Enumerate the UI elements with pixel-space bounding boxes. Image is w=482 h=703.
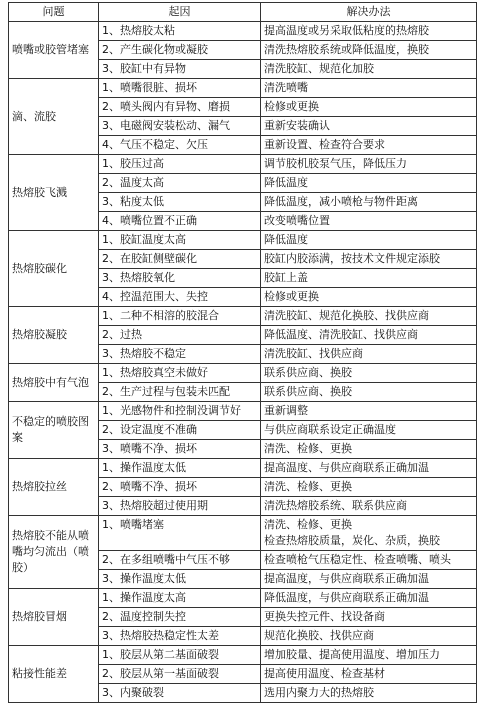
solution-cell: 清洗胶缸、找供应商 — [261, 345, 477, 364]
solution-cell: 联系供应商、换胶 — [261, 364, 477, 383]
table-row — [9, 459, 477, 478]
solution-cell: 联系供应商、换胶 — [261, 383, 477, 402]
solution-cell: 提高温度，与供应商联系正确加温 — [261, 570, 477, 589]
solution-cell: 清洗喷嘴 — [261, 79, 477, 98]
problem-cell: 热熔胶冒烟 — [9, 589, 99, 646]
cause-cell: 3、热熔胶不稳定 — [99, 345, 261, 364]
solution-cell: 提高温度或另采取低粘度的热熔胶 — [261, 22, 477, 41]
header-solution: 解决办法 — [261, 3, 477, 22]
cause-cell: 3、内聚破裂 — [99, 684, 261, 703]
cause-cell: 1、光感物件和控制没调节好 — [99, 402, 261, 421]
cause-cell: 2、温度太高 — [99, 174, 261, 193]
cause-cell: 2、胶层从第一基面破裂 — [99, 665, 261, 684]
table-row — [9, 589, 477, 608]
cause-cell: 2、在胶缸侧壁碳化 — [99, 250, 261, 269]
table-row — [9, 22, 477, 41]
cause-cell: 3、热熔胶氧化 — [99, 269, 261, 288]
table-row — [9, 516, 477, 551]
solution-cell: 清洗热熔胶系统、联系供应商 — [261, 497, 477, 516]
cause-cell: 3、喷嘴不净、损坏 — [99, 440, 261, 459]
cause-cell: 2、过热 — [99, 326, 261, 345]
solution-cell: 改变喷嘴位置 — [261, 212, 477, 231]
table-row — [9, 307, 477, 326]
solution-cell: 胶缸上盖 — [261, 269, 477, 288]
solution-cell: 更换失控元件、找设备商 — [261, 608, 477, 627]
table-row — [9, 646, 477, 665]
cause-cell: 3、热熔胶超过使用期 — [99, 497, 261, 516]
cause-cell: 2、喷头阀内有异物、磨损 — [99, 98, 261, 117]
solution-cell: 与供应商联系设定正确温度 — [261, 421, 477, 440]
cause-cell: 1、胶缸温度太高 — [99, 231, 261, 250]
problem-cell: 热熔胶拉丝 — [9, 459, 99, 516]
cause-cell: 1、喷嘴很脏、损坏 — [99, 79, 261, 98]
header-cause: 起因 — [99, 3, 261, 22]
solution-cell: 提高使用温度、检查基材 — [261, 665, 477, 684]
table-body — [9, 22, 477, 703]
cause-cell: 1、胶压过高 — [99, 155, 261, 174]
solution-cell: 重新调整 — [261, 402, 477, 421]
cause-cell: 2、设定温度不准确 — [99, 421, 261, 440]
solution-cell: 提高温度、与供应商联系正确加温 — [261, 459, 477, 478]
solution-cell: 重新安装确认 — [261, 117, 477, 136]
solution-cell: 选用内聚力大的热熔胶 — [261, 684, 477, 703]
solution-cell: 降低温度，与供应商联系正确加温 — [261, 589, 477, 608]
cause-cell: 4、控温范围大、失控 — [99, 288, 261, 307]
cause-cell: 3、热熔胶热稳定性太差 — [99, 627, 261, 646]
solution-cell: 规范化换胶、找供应商 — [261, 627, 477, 646]
solution-cell: 清洗热熔胶系统或降低温度，换胶 — [261, 41, 477, 60]
cause-cell: 2、产生碳化物或凝胶 — [99, 41, 261, 60]
cause-cell: 1、操作温度太低 — [99, 459, 261, 478]
solution-cell: 调节胶机胶泵气压，降低压力 — [261, 155, 477, 174]
solution-cell: 增加胶量、提高使用温度、增加压力 — [261, 646, 477, 665]
cause-cell: 3、粘度太低 — [99, 193, 261, 212]
solution-cell: 清洗胶缸、规范化换胶、找供应商 — [261, 307, 477, 326]
solution-cell: 清洗、检修、更换 — [261, 440, 477, 459]
cause-cell: 3、电磁阀安装松动、漏气 — [99, 117, 261, 136]
table-row — [9, 402, 477, 421]
solution-cell: 清洗、检修、更换 — [261, 478, 477, 497]
solution-cell: 降低温度，减小喷枪与物件距离 — [261, 193, 477, 212]
cause-cell: 4、喷嘴位置不正确 — [99, 212, 261, 231]
solution-cell: 清洗胶缸、规范化加胶 — [261, 60, 477, 79]
problem-cell: 喷嘴或胶管堵塞 — [9, 22, 99, 79]
cause-cell: 2、喷嘴不净、损坏 — [99, 478, 261, 497]
solution-cell: 降低温度 — [261, 174, 477, 193]
cause-cell: 3、操作温度太低 — [99, 570, 261, 589]
cause-cell: 1、喷嘴堵塞 — [99, 516, 261, 551]
cause-cell: 3、胶缸中有异物 — [99, 60, 261, 79]
cause-cell: 1、热熔胶太粘 — [99, 22, 261, 41]
cause-cell: 2、温度控制失控 — [99, 608, 261, 627]
solution-cell: 清洗、检修、更换 检查热熔胶质量，炭化、杂质，换胶 — [261, 516, 477, 551]
problem-cell: 滴、流胶 — [9, 79, 99, 155]
problem-cell: 粘接性能差 — [9, 646, 99, 703]
table-row — [9, 231, 477, 250]
problem-cell: 不稳定的喷胶图案 — [9, 402, 99, 459]
troubleshooting-table — [8, 2, 477, 703]
solution-cell: 胶缸内胶添满，按技术文件规定添胶 — [261, 250, 477, 269]
problem-cell: 热熔胶不能从喷嘴均匀流出（喷胶） — [9, 516, 99, 589]
problem-cell: 热熔胶碳化 — [9, 231, 99, 307]
cause-cell: 1、热熔胶真空未做好 — [99, 364, 261, 383]
header-row — [9, 3, 477, 22]
header-problem: 问题 — [9, 3, 99, 22]
cause-cell: 1、二种不相溶的胶混合 — [99, 307, 261, 326]
solution-cell: 检查喷枪气压稳定性、检查喷嘴、喷头 — [261, 551, 477, 570]
table-row — [9, 79, 477, 98]
cause-cell: 4、气压不稳定、欠压 — [99, 136, 261, 155]
solution-cell: 检修或更换 — [261, 98, 477, 117]
solution-cell: 降低温度 — [261, 231, 477, 250]
cause-cell: 2、生产过程与包装未匹配 — [99, 383, 261, 402]
solution-cell: 重新设置、检查符合要求 — [261, 136, 477, 155]
table-row — [9, 364, 477, 383]
solution-cell: 降低温度、清洗胶缸、找供应商 — [261, 326, 477, 345]
table-row — [9, 155, 477, 174]
cause-cell: 2、在多组喷嘴中气压不够 — [99, 551, 261, 570]
problem-cell: 热熔胶凝胶 — [9, 307, 99, 364]
cause-cell: 1、操作温度太高 — [99, 589, 261, 608]
problem-cell: 热熔胶飞溅 — [9, 155, 99, 231]
cause-cell: 1、胶层从第二基面破裂 — [99, 646, 261, 665]
problem-cell: 热熔胶中有气泡 — [9, 364, 99, 402]
solution-cell: 检修或更换 — [261, 288, 477, 307]
